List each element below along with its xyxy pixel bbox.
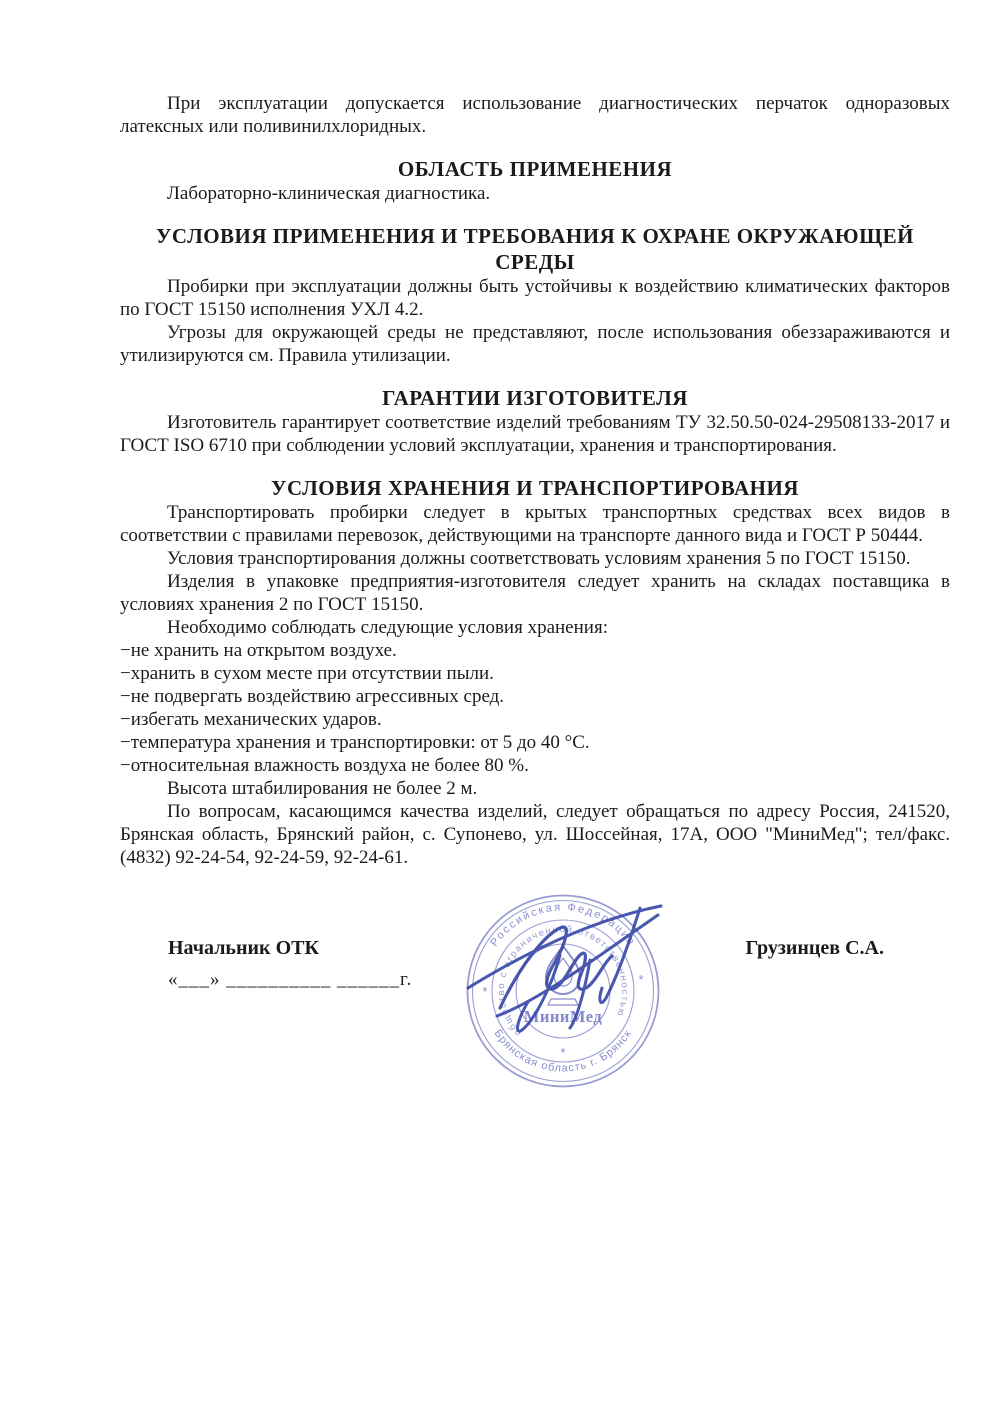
paragraph: Необходимо соблюдать следующие условия хранения:: [167, 617, 608, 638]
paragraph: Транспортировать пробирки следует в крытых транспортных средствах всех видов в соответствии с правилами перевозок, действующими на транспорте данного вида и ГОСТ Р 50444.: [120, 502, 950, 546]
signer-name: Грузинцев С.А.: [745, 937, 884, 959]
document-body: [120, 92, 950, 991]
intro-paragraph: При эксплуатации допускается использование диагностических перчаток одноразовых латексных или поливинилхлоридных.: [120, 93, 950, 137]
stamp-star-right: *: [638, 972, 644, 987]
paragraph: Пробирки при эксплуатации должны быть устойчивы к воздействию климатических факторов по ГОСТ 15150 исполнения УХЛ 4.2.: [120, 276, 950, 320]
stamp-and-signature: [430, 858, 700, 1128]
paragraph: Угрозы для окружающей среды не представляют, после использования обеззараживаются и утилизируются см. Правила утилизации.: [120, 322, 950, 366]
stamp-inner-ring-text: общество с ограниченной ответственностью: [495, 923, 631, 1039]
section-heading-application: ОБЛАСТЬ ПРИМЕНЕНИЯ: [397, 157, 673, 181]
paragraph: Условия транспортирования должны соответствовать условиям хранения 5 по ГОСТ 15150.: [167, 548, 911, 569]
stamp-star-bottom: *: [560, 1045, 566, 1060]
stamp-outer-bottom-text: Брянская область г. Брянск: [491, 1027, 635, 1075]
stamp-company-name: МиниМед: [523, 1007, 603, 1026]
date-blank-line: «___» __________ ______г.: [168, 969, 413, 990]
paragraph: Изготовитель гарантирует соответствие изделий требованиям ТУ 32.50.50-024-29508133-2017 и ГОСТ ISO 6710 при соблюдении условий эксплуатации, хранения и транспортирования.: [120, 412, 950, 456]
list-item: −температура хранения и транспортировки: от 5 до 40 °С.: [120, 732, 590, 753]
paragraph: Изделия в упаковке предприятия-изготовителя следует хранить на складах поставщика в условиях хранения 2 по ГОСТ 15150.: [120, 571, 950, 615]
list-item: −избегать механических ударов.: [120, 709, 382, 730]
stamp-star-left: *: [482, 984, 488, 999]
flame-logo-icon: [546, 946, 580, 1005]
list-item: −хранить в сухом месте при отсутствии пыли.: [120, 663, 494, 684]
list-item: −не подвергать воздействию агрессивных сред.: [120, 686, 505, 707]
company-stamp: [430, 858, 700, 1128]
paragraph: Высота штабилирования не более 2 м.: [167, 778, 478, 799]
list-item: −относительная влажность воздуха не более 80 %.: [120, 755, 529, 776]
list-item: −не хранить на открытом воздухе.: [120, 640, 397, 661]
section-heading-warranty: ГАРАНТИИ ИЗГОТОВИТЕЛЯ: [382, 386, 688, 410]
section-heading-usage-environment: УСЛОВИЯ ПРИМЕНЕНИЯ И ТРЕБОВАНИЯ К ОХРАНЕ ОКРУЖАЮЩЕЙ СРЕДЫ: [156, 224, 914, 274]
paragraph: Лабораторно-клиническая диагностика.: [167, 183, 491, 204]
position-title: Начальник ОТК: [168, 937, 319, 959]
contact-paragraph: По вопросам, касающимся качества изделий, следует обращаться по адресу Россия, 241520, Брянская область, Брянский район, с. Супонево, ул. Шоссейная, 17А, ООО "МиниМед"; тел/факс. (4832) 92-24-54, 92-24-59, 92-24-61.: [120, 801, 950, 868]
section-heading-storage-transport: УСЛОВИЯ ХРАНЕНИЯ И ТРАНСПОРТИРОВАНИЯ: [271, 476, 799, 500]
storage-conditions-list: [120, 639, 950, 777]
stamp-outer-top-text: Российская Федерация: [488, 901, 638, 949]
